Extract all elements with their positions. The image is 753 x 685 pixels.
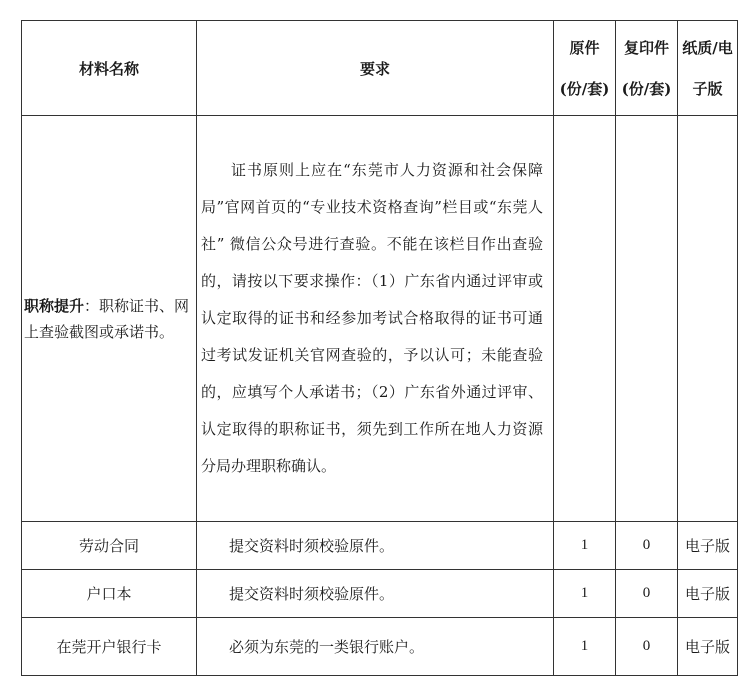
original-count: 1	[554, 618, 616, 676]
header-name: 材料名称	[78, 59, 139, 78]
table-row	[22, 570, 738, 618]
format-cell	[678, 116, 738, 522]
material-name-rest: ：职称证书、网上查验截图或承诺书。	[24, 296, 190, 341]
format-cell: 电子版	[678, 570, 738, 618]
header-copy-cell	[616, 21, 678, 116]
material-name-cell: 户口本	[22, 570, 197, 618]
header-format-line1: 纸质/电	[682, 39, 733, 57]
requirement-cell: 必须为东莞的一类银行账户。	[197, 618, 554, 676]
material-name-bold: 职称提升	[24, 296, 85, 315]
copy-count: 0	[616, 570, 678, 618]
requirement-cell: 提交资料时须校验原件。	[197, 570, 554, 618]
material-name-cell	[22, 116, 197, 522]
header-original-line1: 原件	[569, 39, 600, 57]
header-format-cell	[678, 21, 738, 116]
materials-table	[21, 20, 738, 676]
header-copy-line2: (份/套)	[621, 80, 672, 98]
original-count	[554, 116, 616, 522]
table-row	[22, 618, 738, 676]
header-copy-line1: 复印件	[623, 39, 669, 57]
requirement-cell: 提交资料时须校验原件。	[197, 522, 554, 570]
original-count: 1	[554, 570, 616, 618]
copy-count: 0	[616, 522, 678, 570]
header-original-line2: (份/套)	[559, 80, 610, 98]
header-original-cell	[554, 21, 616, 116]
table-row	[22, 116, 738, 522]
header-requirement-cell	[197, 21, 554, 116]
copy-count	[616, 116, 678, 522]
format-cell: 电子版	[678, 618, 738, 676]
material-name-cell: 劳动合同	[22, 522, 197, 570]
material-name-cell: 在莞开户银行卡	[22, 618, 197, 676]
requirement-cell: 证书原则上应在“东莞市人力资源和社会保障局”官网首页的“专业技术资格查询”栏目或“东莞人社” 微信公众号进行查验。不能在该栏目作出查验的，请按以下要求操作：（1）广东省内通过评审或认定取得的证书和经参加考试合格取得的证书可通过考试发证机关官网查验的，予以认可；未能查验的，应填写个人承诺书；（2）广东省外通过评审、认定取得的职称证书，须先到工作所在地人力资源分局办理职称确认。	[197, 116, 554, 522]
header-name-cell	[22, 21, 197, 116]
table-header-row	[22, 21, 738, 116]
header-format-line2: 子版	[692, 80, 723, 98]
copy-count: 0	[616, 618, 678, 676]
format-cell: 电子版	[678, 522, 738, 570]
header-requirement: 要求	[359, 59, 390, 78]
table-row	[22, 522, 738, 570]
original-count: 1	[554, 522, 616, 570]
